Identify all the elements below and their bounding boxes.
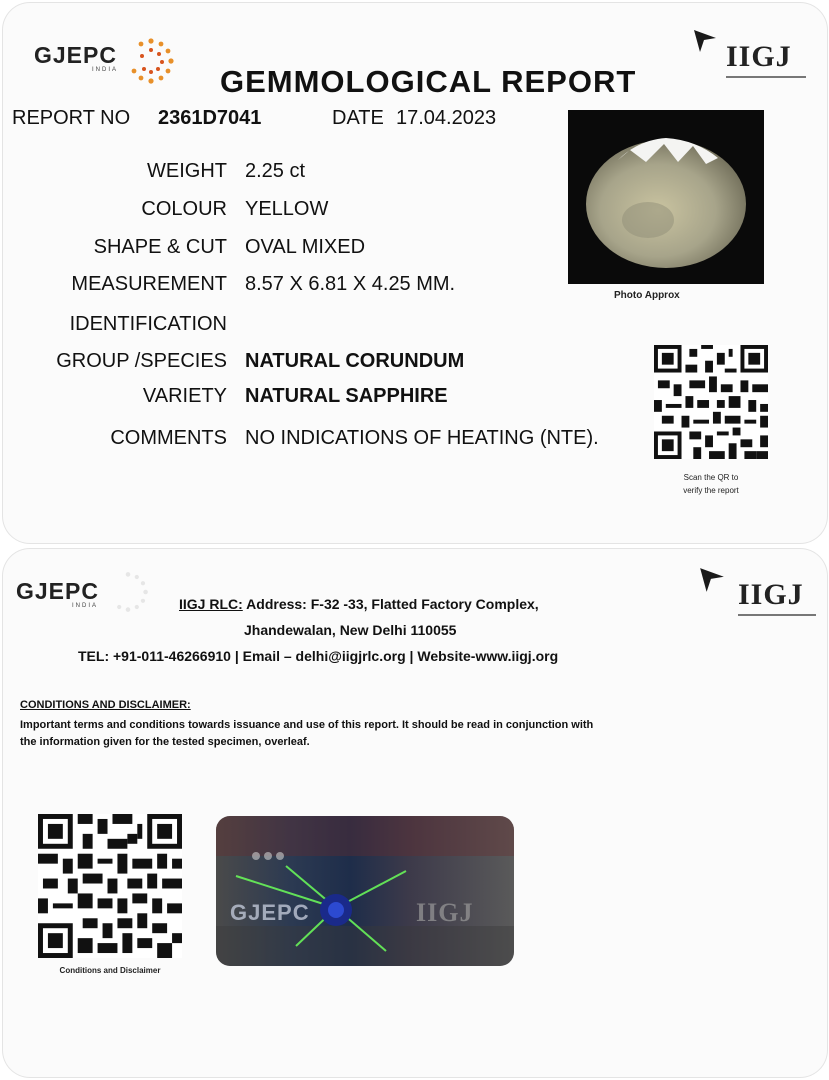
gem-oval-image: [568, 110, 764, 284]
address-line1-text: Address: F-32 -33, Flatted Factory Complex,: [242, 596, 539, 612]
report-no-value: 2361D7041: [158, 107, 262, 129]
field-value-variety: NATURAL SAPPHIRE: [245, 385, 448, 407]
disclaimer-body: [20, 717, 815, 751]
gjepc-logo-sub: INDIA: [92, 67, 119, 73]
security-hologram: [216, 816, 514, 966]
field-value-colour: YELLOW: [245, 198, 329, 220]
field-value-shape: OVAL MIXED: [245, 236, 366, 258]
field-label-comments: COMMENTS: [110, 427, 227, 449]
field-label-identification: IDENTIFICATION: [69, 313, 227, 335]
disclaimer-qr-caption: Conditions and Disclaimer: [59, 966, 161, 975]
gem-photo: [568, 110, 764, 284]
back-gjepc-sun-icon: [106, 570, 150, 614]
gjepc-logo-text: GJEPC: [34, 42, 117, 68]
report-no-label: REPORT NO: [12, 107, 131, 129]
field-label-variety: VARIETY: [142, 385, 227, 407]
verify-qr-code[interactable]: [654, 344, 768, 460]
back-gjepc-logo-sub: INDIA: [72, 603, 99, 609]
hologram-gjepc-text: GJEPC: [230, 900, 310, 925]
date-value: 17.04.2023: [396, 107, 497, 129]
hologram-pattern: [216, 816, 514, 966]
back-gjepc-logo-text: GJEPC: [16, 578, 99, 604]
back-iigj-arrow-icon: [698, 566, 726, 594]
contact-line: TEL: +91-011-46266910 | Email – delhi@iigjrlc.org | Website-www.iigj.org: [78, 648, 559, 664]
hologram-iigj-text: IIGJ: [416, 898, 474, 927]
field-label-colour: COLOUR: [141, 198, 227, 220]
disclaimer-heading: CONDITIONS AND DISCLAIMER:: [20, 699, 191, 711]
back-gjepc-logo: [16, 578, 99, 609]
iigj-arrow-icon: [692, 28, 718, 54]
field-value-weight: 2.25 ct: [245, 160, 306, 182]
report-title: GEMMOLOGICAL REPORT: [220, 64, 637, 99]
field-label-measurement: MEASUREMENT: [71, 273, 227, 295]
photo-caption: Photo Approx: [614, 290, 680, 301]
iigj-logo-underline: [726, 76, 806, 78]
disclaimer-line1: Important terms and conditions towards issuance and use of this report. It should be read in conjunction with: [20, 719, 594, 731]
field-value-comments: NO INDICATIONS OF HEATING (NTE).: [245, 427, 599, 449]
address-line2: Jhandewalan, New Delhi 110055: [244, 622, 457, 638]
iigj-logo-text: IIGJ: [726, 40, 792, 73]
address-line1: [179, 596, 539, 612]
report-back-card: [2, 548, 828, 1078]
field-label-weight: WEIGHT: [147, 160, 227, 182]
address-label: IIGJ RLC:: [179, 596, 243, 612]
date-label: DATE: [332, 107, 384, 129]
back-iigj-logo-text: IIGJ: [738, 578, 804, 611]
field-value-measurement: 8.57 X 6.81 X 4.25 MM.: [245, 273, 456, 295]
qr-caption-line2: verify the report: [683, 486, 739, 495]
disclaimer-line2: the information given for the tested specimen, overleaf.: [20, 736, 310, 748]
field-labels: [2, 2, 227, 544]
report-front-card: [2, 2, 828, 544]
field-label-shape: SHAPE & CUT: [93, 236, 227, 258]
back-iigj-logo-underline: [738, 614, 816, 616]
field-value-group-species: NATURAL CORUNDUM: [245, 350, 465, 372]
field-label-group-species: GROUP /SPECIES: [56, 350, 227, 372]
qr-caption: [654, 471, 768, 497]
qr-caption-line1: Scan the QR to: [683, 473, 739, 482]
disclaimer-qr-code[interactable]: [38, 814, 182, 958]
